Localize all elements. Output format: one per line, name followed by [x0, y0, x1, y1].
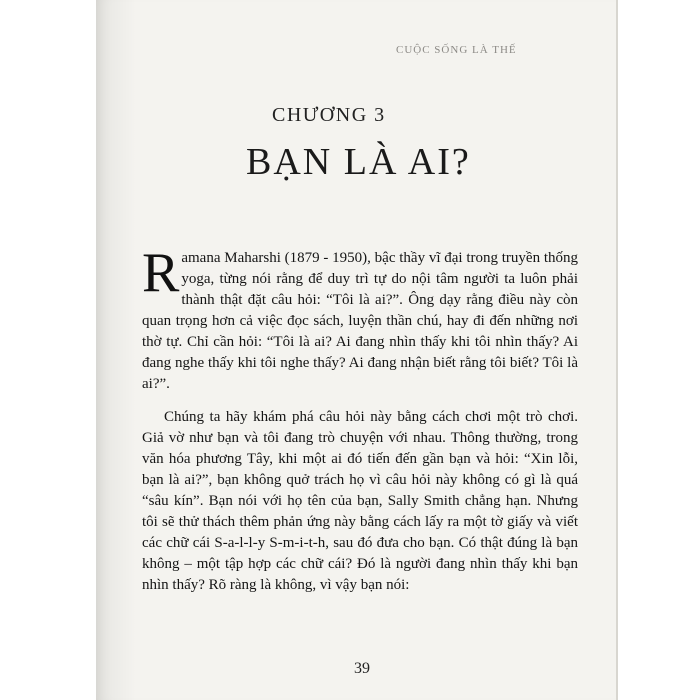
body-text: [142, 242, 578, 596]
paragraph-2: Chúng ta hãy khám phá câu hỏi này bằng cách chơi một trò chơi. Giả vờ như bạn và tôi đang trò chuyện với nhau. Thông thường, trong văn hóa phương Tây, khi một ai đó tiến đến gần bạn và hỏi: “Xin lỗi, bạn là ai?”, bạn không quở trách họ vì câu hỏi này không có gì là quá “sâu kín”. Bạn nói với họ tên của bạn, Sally Smith chẳng hạn. Nhưng tôi sẽ thử thách thêm phản ứng này bằng cách lấy ra một tờ giấy và viết các chữ cái S-a-l-l-y S-m-i-t-h, sau đó đưa cho bạn. Có thật đúng là bạn không – một tập hợp các chữ cái? Đó là người đang nhìn thấy khi bạn nhìn thấy? Rõ ràng là không, vì vậy bạn nói:: [142, 409, 578, 593]
chapter-heading: CHƯƠNG 3: [272, 104, 386, 126]
paragraph-1: [142, 242, 578, 395]
chapter-title: BẠN LÀ AI?: [246, 141, 471, 183]
paragraph-1-text: amana Maharshi (1879 - 1950), bậc thầy vĩ đại trong truyền thống yoga, từng nói rằng để duy trì tự do nội tâm người ta luôn phải thành thật đặt câu hỏi: “Tôi là ai?”. Ông dạy rằng điều này còn quan trọng hơn cả việc đọc sách, luyện thần chú, hay đi đến những nơi thờ tự. Chỉ cần hỏi: “Tôi là ai? Ai đang nhìn thấy khi tôi nhìn thấy? Ai đang nghe thấy khi tôi nghe thấy? Ai đang nhận biết rằng tôi biết? Tôi là ai?”.: [142, 250, 578, 392]
drop-cap: R: [142, 242, 180, 304]
running-header: CUỘC SỐNG LÀ THẾ: [396, 44, 517, 56]
book-page: [96, 0, 618, 700]
page-number: 39: [354, 660, 370, 677]
binding-shadow: [96, 0, 136, 700]
